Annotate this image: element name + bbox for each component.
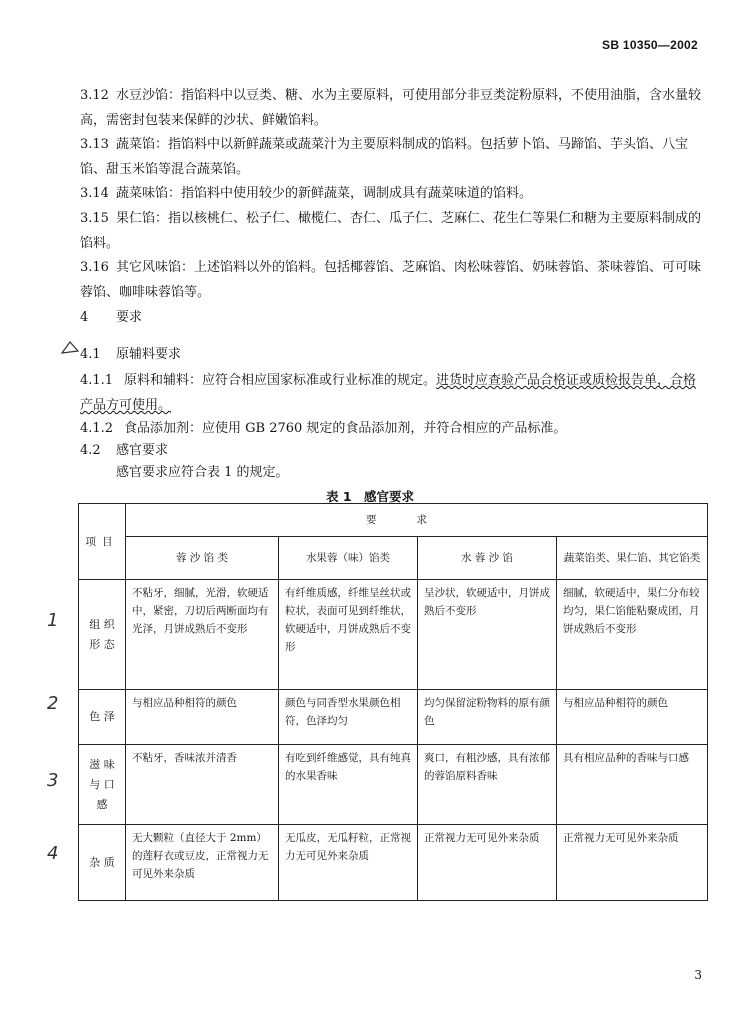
handwritten-number: 2 [47, 693, 59, 714]
requirement-header: 要求 [126, 504, 708, 537]
definition-3-15: 3.15 果仁馅：指以核桃仁、松子仁、橄榄仁、杏仁、瓜子仁、芝麻仁、花生仁等果仁和糖为主要原料制成的馅料。 [80, 211, 702, 251]
table-cell: 无大颗粒（直径大于 2mm）的莲籽衣或豆皮，正常视力无可见外来杂质 [126, 825, 279, 901]
table-cell: 正常视力无可见外来杂质 [557, 825, 708, 901]
handwritten-underline: 进货时应查验产品合格证或质检报告单，合格产品方可使用。 [80, 373, 697, 413]
definition-3-13: 3.13 蔬菜馅：指馅料中以新鲜蔬菜或蔬菜汁为主要原料制成的馅料。包括萝卜馅、马蹄馅、芋头馅、八宝馅、甜玉米馅等混合蔬菜馅。 [80, 137, 689, 177]
table-cell: 正常视力无可见外来杂质 [418, 825, 557, 901]
table-cell: 有吃到纤维感觉，具有纯真的水果香味 [279, 745, 418, 825]
table-cell: 呈沙状，软硬适中，月饼成熟后不变形 [418, 580, 557, 690]
table-row [79, 580, 708, 690]
table-row [79, 825, 708, 901]
row-label: 滋 味 与 口 感 [79, 745, 126, 825]
item-header: 项目 [79, 504, 126, 580]
table-caption: 表 1 感官要求 [325, 489, 415, 504]
table-cell: 有纤维质感，纤维呈丝状或粒状，表面可见到纤维状，软硬适中，月饼成熟后不变形 [279, 580, 418, 690]
section-4-2-heading: 4.2 感官要求 [80, 443, 169, 458]
row-label: 杂 质 [79, 825, 126, 901]
table-cell: 细腻，软硬适中，果仁分布较均匀，果仁馅能粘聚成团，月饼成熟后不变形 [557, 580, 708, 690]
table-cell: 爽口，有粗沙感，具有浓郁的蓉馅原料香味 [418, 745, 557, 825]
definition-3-12: 3.12 水豆沙馅：指馅料中以豆类、糖、水为主要原料，可使用部分非豆类淀粉原料，不使用油脂，含水量较高，需密封包装来保鲜的沙状、鲜嫩馅料。 [80, 88, 702, 128]
table-cell: 无瓜皮，无瓜籽粒，正常视力无可见外来杂质 [279, 825, 418, 901]
handwritten-number: 1 [47, 610, 59, 631]
row-label: 组 织 形 态 [79, 580, 126, 690]
table-cell: 不粘牙，香味浓并清香 [126, 745, 279, 825]
column-header: 蔬菜馅类、果仁馅、其它馅类 [557, 537, 708, 580]
section-4-1-2: 4.1.2 食品添加剂：应使用 GB 2760 规定的食品添加剂，并符合相应的产品标准。 [80, 421, 567, 436]
row-label: 色 泽 [79, 690, 126, 745]
handwritten-number: 3 [47, 770, 59, 791]
column-header: 水果蓉（味）馅类 [279, 537, 418, 580]
handwritten-number: 4 [47, 843, 59, 864]
standard-code: SB 10350—2002 [602, 38, 698, 52]
sensory-requirements-table [78, 503, 708, 901]
table-row [79, 690, 708, 745]
column-header: 水 蓉 沙 馅 [418, 537, 557, 580]
table-cell: 不粘牙，细腻，光滑，软硬适中，紧密，刀切后两断面均有光泽，月饼成熟后不变形 [126, 580, 279, 690]
definition-3-16: 3.16 其它风味馅：上述馅料以外的馅料。包括椰蓉馅、芝麻馅、肉松味蓉馅、奶味蓉馅、茶味蓉馅、可可味蓉馅、咖啡味蓉馅等。 [80, 260, 702, 300]
table-cell: 与相应品种相符的颜色 [557, 690, 708, 745]
table-cell: 与相应品种相符的颜色 [126, 690, 279, 745]
section-4-heading: 4 要求 [80, 310, 143, 325]
table-row [79, 745, 708, 825]
definition-3-14: 3.14 蔬菜味馅：指馅料中使用较少的新鲜蔬菜，调制成具有蔬菜味道的馅料。 [80, 186, 533, 201]
table-cell: 颜色与同香型水果颜色相符，色泽均匀 [279, 690, 418, 745]
section-4-2-text: 感官要求应符合表 1 的规定。 [116, 465, 289, 480]
table-cell: 具有相应品种的香味与口感 [557, 745, 708, 825]
column-header: 蓉 沙 馅 类 [126, 537, 279, 580]
section-4-1-1: 4.1.1 原料和辅料：应符合相应国家标准或行业标准的规定。进货时应查验产品合格证或质检报告单，合格产品方可使用。 [80, 373, 697, 413]
page-number: 3 [694, 968, 702, 982]
triangle-mark-icon [60, 340, 80, 356]
table-cell: 均匀保留淀粉物料的原有颜色 [418, 690, 557, 745]
section-4-1-heading: 4.1 原辅料要求 [80, 347, 182, 362]
